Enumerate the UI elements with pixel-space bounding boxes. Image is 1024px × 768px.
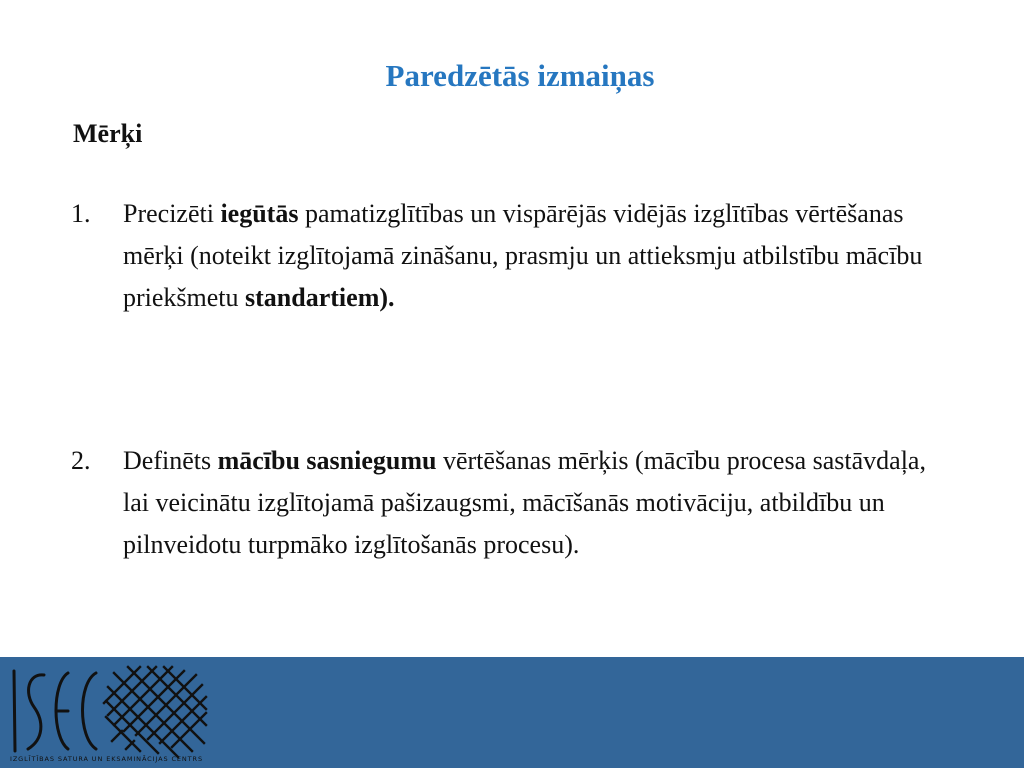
item-text-part: Definēts <box>123 446 218 475</box>
item-text-bold: ). <box>379 283 395 312</box>
item-text-part: vērtēšanas mērķis (mācību procesa sastāvdaļa, lai veicinātu izglītojamā pašizaugsmi, mācīšanās motivāciju, atbildību un pilnveidotu turpmāko izglītošanās procesu). <box>123 446 926 559</box>
slide-title: Paredzētās izmaiņas <box>385 58 655 93</box>
isec-logo <box>8 663 212 767</box>
list-number: 2. <box>71 446 91 475</box>
list-number: 1. <box>71 199 91 228</box>
slide-subtitle: Mērķi <box>73 119 143 148</box>
logo-caption: IZGLĪTĪBAS SATURA UN EKSAMINĀCIJAS CENTRS <box>10 755 203 763</box>
objective-item-2 <box>71 440 931 566</box>
objective-item-1 <box>71 193 931 319</box>
item-text-bold: iegūtās <box>220 199 299 228</box>
item-text-part: pamatizglītības un vispārējās vidējās izglītības vērtēšanas mērķi (noteikt izglītojamā zināšanu, prasmju un attieksmju atbilstību mācību priekšmetu <box>123 199 923 312</box>
item-text-bold: standartiem <box>245 283 380 312</box>
item-text-bold: mācību sasniegumu <box>217 446 437 475</box>
item-text-part: Precizēti <box>123 199 221 228</box>
